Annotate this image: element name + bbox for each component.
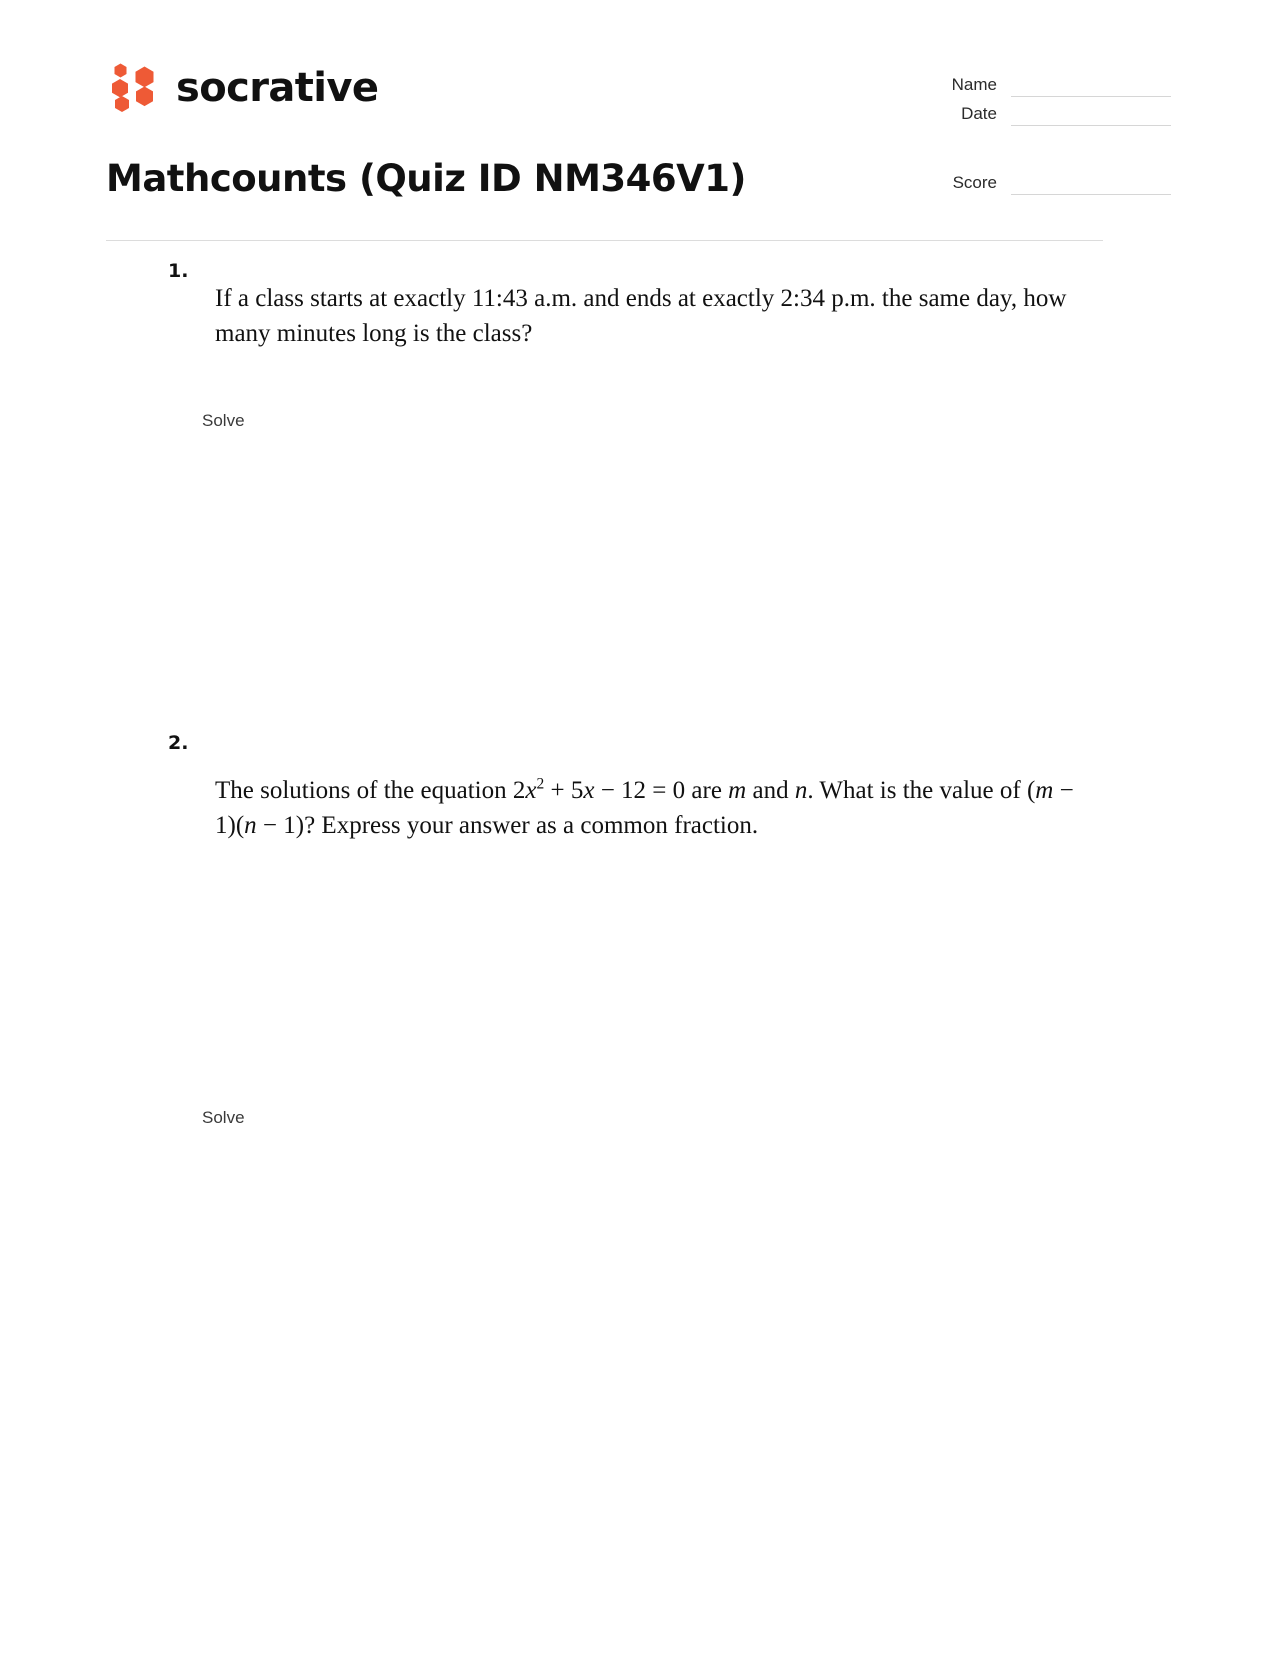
exponent-two: 2 — [536, 775, 545, 793]
question-text-prefix: The solutions of the equation 2 — [215, 777, 526, 804]
page-title: Mathcounts (Quiz ID NM346V1) — [106, 157, 746, 200]
date-field-label: Date — [961, 104, 997, 123]
question-number: 2. — [168, 732, 189, 754]
score-field-label: Score — [952, 173, 997, 192]
socrative-logo — [106, 60, 378, 114]
question-text-mid-4: . What is the value of ( — [807, 777, 1036, 804]
variable-m: m — [728, 777, 747, 804]
page-header — [0, 0, 1275, 200]
variable-m: m — [1035, 777, 1054, 804]
question-text-suffix: − 1)? Express your answer as a common fraction. — [256, 811, 759, 839]
question-text-line-1: If a class starts at exactly 11:43 a.m. and ends at exactly 2:34 p.m. the same day, — [215, 285, 1018, 312]
socrative-wordmark: socrative — [176, 65, 379, 111]
answer-prompt: Solve — [202, 1108, 245, 1127]
question-text-mid-3: and — [746, 777, 795, 804]
question-text-mid-5: − 1)( — [215, 777, 1074, 839]
name-field-label: Name — [951, 75, 997, 94]
variable-x: x — [525, 777, 537, 804]
variable-n: n — [794, 777, 808, 804]
name-field-input[interactable] — [1011, 95, 1171, 97]
variable-n: n — [244, 811, 257, 839]
question-body — [215, 774, 1095, 843]
score-field-input[interactable] — [1011, 193, 1171, 195]
question-text-mid-2: − 12 = 0 are — [594, 777, 729, 804]
question-number: 1. — [168, 260, 189, 282]
question-text-mid-1: + 5 — [544, 777, 584, 804]
question-text-line-2: how many minutes long is the class? — [215, 285, 1067, 347]
question-text — [215, 774, 1095, 843]
answer-prompt: Solve — [202, 411, 245, 430]
socrative-hexagon-logo-icon — [106, 60, 160, 114]
question-body — [215, 282, 1095, 351]
question-text — [215, 282, 1095, 351]
date-field-row — [911, 97, 1171, 126]
score-field-row — [911, 166, 1171, 195]
name-field-row — [911, 68, 1171, 97]
student-info-fields — [911, 68, 1171, 195]
variable-x: x — [583, 777, 595, 804]
header-divider — [106, 240, 1103, 241]
date-field-input[interactable] — [1011, 124, 1171, 126]
